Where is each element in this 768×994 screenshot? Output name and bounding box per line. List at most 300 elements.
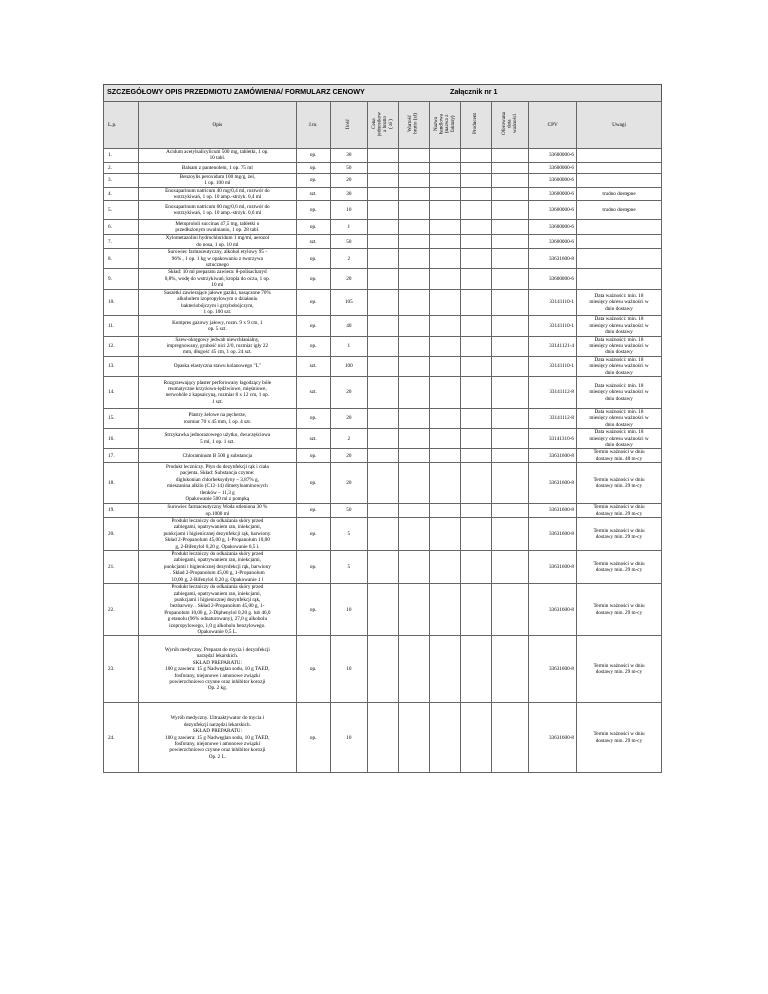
row-gross-value: [399, 336, 430, 356]
table-row: [104, 551, 662, 584]
row-lp: 5.: [104, 201, 139, 220]
row-unit-price: [367, 149, 398, 163]
row-unit: op.: [296, 336, 330, 356]
table-row: [104, 220, 662, 235]
row-offered-expiry: [492, 504, 529, 518]
row-offered-expiry: [492, 376, 529, 408]
row-unit: op.: [296, 316, 330, 336]
row-offered-expiry: [492, 173, 529, 187]
row-gross-value: [399, 636, 430, 703]
row-cpv: 33631600-8: [529, 449, 577, 463]
row-unit: op.: [296, 220, 330, 235]
row-cpv: 33631600-8: [529, 504, 577, 518]
row-note: Termin ważności w dniu dostawy min. 48 m-cy: [577, 449, 662, 463]
row-unit-price: [367, 187, 398, 201]
row-trade-name: [430, 408, 461, 428]
row-unit: op.: [296, 551, 330, 584]
table-row: [104, 336, 662, 356]
row-unit-price: [367, 336, 398, 356]
row-gross-value: [399, 429, 430, 449]
row-gross-value: [399, 289, 430, 316]
row-unit: op.: [296, 703, 330, 773]
row-cpv: 33600000-6: [529, 173, 577, 187]
row-cpv: 33600000-6: [529, 187, 577, 201]
col-uwagi: Uwagi: [577, 102, 662, 149]
row-description: Rozgrzewający plaster perforowany łagodzący bóle reumatyczne krzyżowo-lędźwiowe, mięśniowe, nerwobóle z kapsaicyną, rozmiar 8 x 12 cm, 1 op. 1 szt.: [139, 376, 296, 408]
row-description: Surowiec farmaceutyczny Woda utleniona 30 % op.1000 ml: [139, 504, 296, 518]
table-row: [104, 289, 662, 316]
col-oferowana-label: Oferowana data ważności: [500, 112, 519, 136]
row-quantity: 20: [330, 408, 367, 428]
row-unit-price: [367, 173, 398, 187]
row-unit-price: [367, 584, 398, 636]
row-quantity: 1: [330, 220, 367, 235]
row-unit: op.: [296, 449, 330, 463]
col-nazwa-label: Nazwa handlowa (nazwa z faktury): [432, 113, 456, 134]
row-offered-expiry: [492, 584, 529, 636]
row-trade-name: [430, 289, 461, 316]
row-cpv: 33600000-6: [529, 269, 577, 289]
row-quantity: 30: [330, 187, 367, 201]
row-cpv: 33631600-8: [529, 636, 577, 703]
row-offered-expiry: [492, 518, 529, 551]
price-form-sheet: [103, 84, 662, 773]
row-lp: 20.: [104, 518, 139, 551]
row-producer: [461, 201, 492, 220]
row-cpv: 33631600-8: [529, 584, 577, 636]
row-offered-expiry: [492, 269, 529, 289]
row-quantity: 20: [330, 463, 367, 504]
table-row: [104, 187, 662, 201]
row-quantity: 50: [330, 504, 367, 518]
row-note: Data ważności: min. 18 miesięcy okresu ważności w dniu dostawy: [577, 408, 662, 428]
row-quantity: 5: [330, 518, 367, 551]
row-trade-name: [430, 249, 461, 269]
row-offered-expiry: [492, 220, 529, 235]
row-cpv: 33141110-1: [529, 316, 577, 336]
row-trade-name: [430, 220, 461, 235]
table-row: [104, 584, 662, 636]
row-description: Skład: 10 ml preparatu zawiera: 8-polisacharyd 0,8%, wodę do wstrzykiwań, kropla do oczu, 1 op. 10 ml: [139, 269, 296, 289]
col-ilosc-label: Ilość: [345, 118, 352, 129]
row-lp: 8.: [104, 249, 139, 269]
row-trade-name: [430, 201, 461, 220]
row-producer: [461, 289, 492, 316]
row-quantity: 40: [330, 316, 367, 336]
row-gross-value: [399, 187, 430, 201]
row-trade-name: [430, 187, 461, 201]
table-row: [104, 201, 662, 220]
row-trade-name: [430, 463, 461, 504]
row-trade-name: [430, 269, 461, 289]
row-producer: [461, 235, 492, 249]
row-note: Data ważności: min. 18 miesięcy okresu ważności w dniu dostawy: [577, 429, 662, 449]
row-description: Szew-okręgowy jedwab niewchłanialny, impregnowany, grubość nici 2/0, rozmiar igły 22 mm, długość 45 cm, 1 op. 24 szt.: [139, 336, 296, 356]
row-gross-value: [399, 551, 430, 584]
table-row: [104, 269, 662, 289]
row-note: [577, 173, 662, 187]
row-producer: [461, 316, 492, 336]
col-oferowana: [492, 102, 529, 149]
row-unit: szt.: [296, 429, 330, 449]
row-description: Saszetki zawierające jałowe gaziki, nasączone 70% alkoholem izopropylowym o działaniu bakteriobójczym i grzybobójczym, 1 op. 100 szt.: [139, 289, 296, 316]
row-unit: szt.: [296, 187, 330, 201]
col-cpv: CPV: [529, 102, 577, 149]
row-unit: op.: [296, 173, 330, 187]
row-trade-name: [430, 636, 461, 703]
row-lp: 11.: [104, 316, 139, 336]
col-wartosc: [399, 102, 430, 149]
row-description: Enoxaparinum natricum 40 mg/0,4 ml, roztwór do wstrzykiwań, 1 op. 10 amp.-strzyk. 0,4 ml: [139, 187, 296, 201]
row-quantity: 2: [330, 429, 367, 449]
row-offered-expiry: [492, 162, 529, 173]
row-offered-expiry: [492, 463, 529, 504]
row-unit: op.: [296, 162, 330, 173]
row-note: Termin ważności w dniu dostawy min. 29 m-cy: [577, 551, 662, 584]
row-producer: [461, 449, 492, 463]
row-quantity: 1: [330, 336, 367, 356]
row-description: Xylometazolini hydrochloridum 1 mg/ml, aerozol do nosa, 1 op. 10 ml: [139, 235, 296, 249]
row-unit-price: [367, 162, 398, 173]
table-header: [104, 102, 662, 149]
row-lp: 7.: [104, 235, 139, 249]
row-unit-price: [367, 220, 398, 235]
row-unit: op.: [296, 504, 330, 518]
row-trade-name: [430, 149, 461, 163]
row-trade-name: [430, 504, 461, 518]
row-offered-expiry: [492, 356, 529, 376]
row-producer: [461, 636, 492, 703]
row-lp: 22.: [104, 584, 139, 636]
row-producer: [461, 336, 492, 356]
row-cpv: 33141112-8: [529, 376, 577, 408]
row-unit-price: [367, 703, 398, 773]
table-row: [104, 518, 662, 551]
row-offered-expiry: [492, 551, 529, 584]
row-trade-name: [430, 316, 461, 336]
row-gross-value: [399, 584, 430, 636]
row-quantity: 100: [330, 356, 367, 376]
row-unit: szt.: [296, 376, 330, 408]
row-unit: op.: [296, 584, 330, 636]
row-description: Plastry żelowe na pęcherze, rozmiar 70 x 45 mm, 1 op. 4 szt.: [139, 408, 296, 428]
row-gross-value: [399, 173, 430, 187]
col-cena: [367, 102, 398, 149]
row-lp: 6.: [104, 220, 139, 235]
row-producer: [461, 703, 492, 773]
row-unit: op.: [296, 289, 330, 316]
row-lp: 10.: [104, 289, 139, 316]
row-lp: 3.: [104, 173, 139, 187]
row-unit-price: [367, 636, 398, 703]
row-unit: op.: [296, 518, 330, 551]
row-offered-expiry: [492, 235, 529, 249]
row-description: Enoxaparinum natricum 60 mg/0,6 ml, roztwór do wstrzykiwań, 1 op. 10 amp.-strzyk. 0,6 ml: [139, 201, 296, 220]
row-note: Data ważności: min. 18 miesięcy okresu ważności w dniu dostawy: [577, 356, 662, 376]
row-producer: [461, 356, 492, 376]
row-trade-name: [430, 376, 461, 408]
row-offered-expiry: [492, 703, 529, 773]
row-offered-expiry: [492, 187, 529, 201]
col-opis: Opis: [139, 102, 296, 149]
table-row: [104, 249, 662, 269]
row-cpv: 33141110-1: [529, 289, 577, 316]
table-row: [104, 429, 662, 449]
row-lp: 24.: [104, 703, 139, 773]
row-trade-name: [430, 584, 461, 636]
row-cpv: 33631600-8: [529, 463, 577, 504]
table-row: [104, 356, 662, 376]
row-note: [577, 220, 662, 235]
row-unit-price: [367, 356, 398, 376]
row-offered-expiry: [492, 636, 529, 703]
row-producer: [461, 149, 492, 163]
row-note: Termin ważności w dniu dostawy min. 29 m-cy: [577, 504, 662, 518]
table-row: [104, 449, 662, 463]
row-unit-price: [367, 463, 398, 504]
title-bar: [103, 84, 662, 101]
row-quantity: 20: [330, 269, 367, 289]
row-producer: [461, 551, 492, 584]
col-ilosc: [330, 102, 367, 149]
row-unit-price: [367, 201, 398, 220]
row-note: [577, 162, 662, 173]
row-trade-name: [430, 336, 461, 356]
row-lp: 17.: [104, 449, 139, 463]
row-quantity: 2: [330, 249, 367, 269]
row-producer: [461, 249, 492, 269]
row-unit-price: [367, 269, 398, 289]
row-cpv: 33631600-8: [529, 249, 577, 269]
row-note: Termin ważności w dniu dostawy min. 29 m-cy: [577, 584, 662, 636]
row-unit: op.: [296, 269, 330, 289]
row-quantity: 20: [330, 173, 367, 187]
row-description: Wyrób medyczny. Preparat do mycia i dezynfekcji narzędzi lekarskich. SKŁAD PREPARATU: 100 g zawiera: 15 g Nadwęglan sodu, 10 g TAED, fosforany, niejonowe i amonowe związki powierzchniowo czynne oraz inhibitor korozji Op. 2 kg.: [139, 636, 296, 703]
row-quantity: 50: [330, 235, 367, 249]
row-quantity: 20: [330, 449, 367, 463]
row-lp: 18.: [104, 463, 139, 504]
price-table: [103, 101, 662, 773]
row-cpv: 33141121-4: [529, 336, 577, 356]
col-cena-label: Cena jednostkow a brutto ( zł ): [370, 111, 394, 136]
row-lp: 2.: [104, 162, 139, 173]
row-gross-value: [399, 449, 430, 463]
col-producent-label: Producent: [472, 113, 479, 135]
row-description: Opaska elastyczna stawu kolanowego "L": [139, 356, 296, 376]
row-unit-price: [367, 249, 398, 269]
row-unit-price: [367, 504, 398, 518]
row-cpv: 33600000-6: [529, 201, 577, 220]
table-row: [104, 504, 662, 518]
row-gross-value: [399, 162, 430, 173]
row-producer: [461, 162, 492, 173]
row-cpv: 33141110-1: [529, 356, 577, 376]
row-unit: op.: [296, 636, 330, 703]
row-quantity: 10: [330, 584, 367, 636]
table-row: [104, 162, 662, 173]
row-trade-name: [430, 429, 461, 449]
row-producer: [461, 429, 492, 449]
row-unit-price: [367, 235, 398, 249]
row-cpv: 33631600-8: [529, 551, 577, 584]
row-gross-value: [399, 149, 430, 163]
row-description: Acidum acetylsalicylicum 500 mg, tabletki, 1 op. 10 tabl.: [139, 149, 296, 163]
row-cpv: 33141112-8: [529, 408, 577, 428]
row-trade-name: [430, 235, 461, 249]
row-description: Balsam z pantenolem, 1 op. 75 ml: [139, 162, 296, 173]
row-trade-name: [430, 162, 461, 173]
row-offered-expiry: [492, 249, 529, 269]
row-offered-expiry: [492, 429, 529, 449]
row-offered-expiry: [492, 316, 529, 336]
row-cpv: 33631600-8: [529, 518, 577, 551]
row-lp: 16.: [104, 429, 139, 449]
row-note: Termin ważności w dniu dostawy min. 29 m-cy: [577, 636, 662, 703]
table-row: [104, 636, 662, 703]
row-lp: 21.: [104, 551, 139, 584]
row-trade-name: [430, 173, 461, 187]
row-description: Wyrób medyczny. Ultraaktywator do mycia i dezynfekcji narzędzi lekarskich. SKŁAD PREPARATU: 100 g zawiera: 15 g Nadwęglan sodu, 10 g TAED, fosforany, niejonowe i amonowe związki powierzchniowo czynne oraz inhibitor korozji Op. 2 L.: [139, 703, 296, 773]
row-gross-value: [399, 356, 430, 376]
row-description: Metoprololi succinas 47,5 mg, tabletki o przedłużonym uwalnianiu, 1 op. 28 tabl.: [139, 220, 296, 235]
row-note: [577, 249, 662, 269]
row-gross-value: [399, 376, 430, 408]
row-unit-price: [367, 429, 398, 449]
row-note: Termin ważności w dniu dostawy min. 29 m-cy: [577, 703, 662, 773]
col-nazwa: [430, 102, 461, 149]
row-trade-name: [430, 551, 461, 584]
row-description: Produkt leczniczy. Płyn do dezynfekcji rąk i ciała pacjenta. Skład: Substancja czynne: diglukonian chlorheksydyny – 3,87% g, mieszanina alkilo (C12-14) dimetyloaminowych tlenków – 11,3 g Opakowanie 500 ml z pompką: [139, 463, 296, 504]
row-gross-value: [399, 463, 430, 504]
row-lp: 9.: [104, 269, 139, 289]
row-gross-value: [399, 504, 430, 518]
row-offered-expiry: [492, 408, 529, 428]
row-producer: [461, 220, 492, 235]
col-jm: J.m.: [296, 102, 330, 149]
row-description: Kompres gazowy jałowy, rozm. 9 x 9 cm, 1 op. 5 szt.: [139, 316, 296, 336]
row-cpv: 33600000-6: [529, 162, 577, 173]
row-note: trudno dostępne: [577, 187, 662, 201]
row-description: Produkt leczniczy do odkażania skóry przed zabiegami, opatrywaniem ran, iniekcjami, punkcjami i higienicznej dezynfekcji rąk, barwiony . Skład 2-Propanolum 45,00 g, 1-Propanolum 10,00 g, 2-Bifenylol 0,20 g. Opakowanie 1 l: [139, 551, 296, 584]
row-description: Produkt leczniczy do odkażania skóry przed zabiegami, opatrywaniem ran, iniekcjami, punkcjami i higienicznej dezynfekcji rąk, barwiony. Skład 2-Propanolum 45,00 g, 1-Propanolum 10,00 g, 2-Bifenylol 0,20 g. Opakowanie 0,5 l.: [139, 518, 296, 551]
table-row: [104, 703, 662, 773]
row-note: Data ważności: min. 18 miesięcy okresu ważności w dniu dostawy: [577, 376, 662, 408]
row-producer: [461, 408, 492, 428]
row-note: Termin ważności w dniu dostawy min. 29 m-cy: [577, 463, 662, 504]
col-lp: L.p.: [104, 102, 139, 149]
row-quantity: 30: [330, 149, 367, 163]
row-unit: op.: [296, 149, 330, 163]
row-offered-expiry: [492, 336, 529, 356]
row-gross-value: [399, 235, 430, 249]
row-note: Data ważności: min. 18 miesięcy okresu ważności w dniu dostawy: [577, 316, 662, 336]
row-gross-value: [399, 408, 430, 428]
row-gross-value: [399, 249, 430, 269]
row-unit: szt.: [296, 235, 330, 249]
row-offered-expiry: [492, 201, 529, 220]
row-unit-price: [367, 316, 398, 336]
row-producer: [461, 518, 492, 551]
row-producer: [461, 463, 492, 504]
row-quantity: 10: [330, 703, 367, 773]
row-gross-value: [399, 518, 430, 551]
row-note: Data ważności: min. 18 miesięcy okresu ważności w dniu dostawy: [577, 289, 662, 316]
row-lp: 13.: [104, 356, 139, 376]
attachment-label: Załącznik nr 1: [450, 87, 498, 96]
row-quantity: 5: [330, 551, 367, 584]
row-producer: [461, 269, 492, 289]
row-unit: szt.: [296, 356, 330, 376]
row-note: [577, 269, 662, 289]
row-note: trudno dostępne: [577, 201, 662, 220]
row-gross-value: [399, 703, 430, 773]
row-lp: 19.: [104, 504, 139, 518]
row-trade-name: [430, 356, 461, 376]
row-unit: op.: [296, 249, 330, 269]
row-description: Surowiec farmaceutyczny, alkohol etylowy 95 - 96% , 1 op. 1 kg w opakowaniu z tworzywa sztucznego: [139, 249, 296, 269]
row-lp: 14.: [104, 376, 139, 408]
row-description: Strzykawka jednorazowego użytku, dwuczęściowa 5 ml, 1 op. 1 szt.: [139, 429, 296, 449]
row-producer: [461, 504, 492, 518]
row-trade-name: [430, 518, 461, 551]
row-note: Termin ważności w dniu dostawy min. 29 m-cy: [577, 518, 662, 551]
row-cpv: 33600000-6: [529, 235, 577, 249]
row-lp: 1.: [104, 149, 139, 163]
row-unit-price: [367, 449, 398, 463]
row-gross-value: [399, 220, 430, 235]
row-quantity: 20: [330, 376, 367, 408]
table-row: [104, 376, 662, 408]
table-row: [104, 408, 662, 428]
row-unit: op.: [296, 463, 330, 504]
row-quantity: 50: [330, 162, 367, 173]
row-unit-price: [367, 518, 398, 551]
row-lp: 4.: [104, 187, 139, 201]
row-cpv: 33631600-8: [529, 703, 577, 773]
col-producent: [461, 102, 492, 149]
table-row: [104, 235, 662, 249]
row-unit: op.: [296, 408, 330, 428]
row-lp: 23.: [104, 636, 139, 703]
row-gross-value: [399, 316, 430, 336]
row-producer: [461, 376, 492, 408]
row-unit-price: [367, 408, 398, 428]
row-note: Data ważności: min. 18 miesięcy okresu ważności w dniu dostawy: [577, 336, 662, 356]
row-producer: [461, 584, 492, 636]
row-offered-expiry: [492, 449, 529, 463]
row-offered-expiry: [492, 149, 529, 163]
row-note: [577, 149, 662, 163]
table-row: [104, 149, 662, 163]
row-cpv: 33600000-6: [529, 220, 577, 235]
row-offered-expiry: [492, 289, 529, 316]
row-quantity: 10: [330, 636, 367, 703]
table-body: [104, 149, 662, 773]
row-trade-name: [430, 449, 461, 463]
col-wartosc-label: Wartość brutto (zł): [407, 113, 420, 135]
row-note: [577, 235, 662, 249]
row-description: Benzoylis peroxidum 100 mg/g, żel, 1 op. 100 ml: [139, 173, 296, 187]
row-unit-price: [367, 376, 398, 408]
row-producer: [461, 173, 492, 187]
table-row: [104, 316, 662, 336]
table-row: [104, 463, 662, 504]
row-unit-price: [367, 289, 398, 316]
row-trade-name: [430, 703, 461, 773]
row-cpv: 33141310-6: [529, 429, 577, 449]
document-title: SZCZEGÓŁOWY OPIS PRZEDMIOTU ZAMÓWIENIA/ FORMULARZ CENOWY: [107, 87, 365, 96]
row-quantity: 10: [330, 201, 367, 220]
